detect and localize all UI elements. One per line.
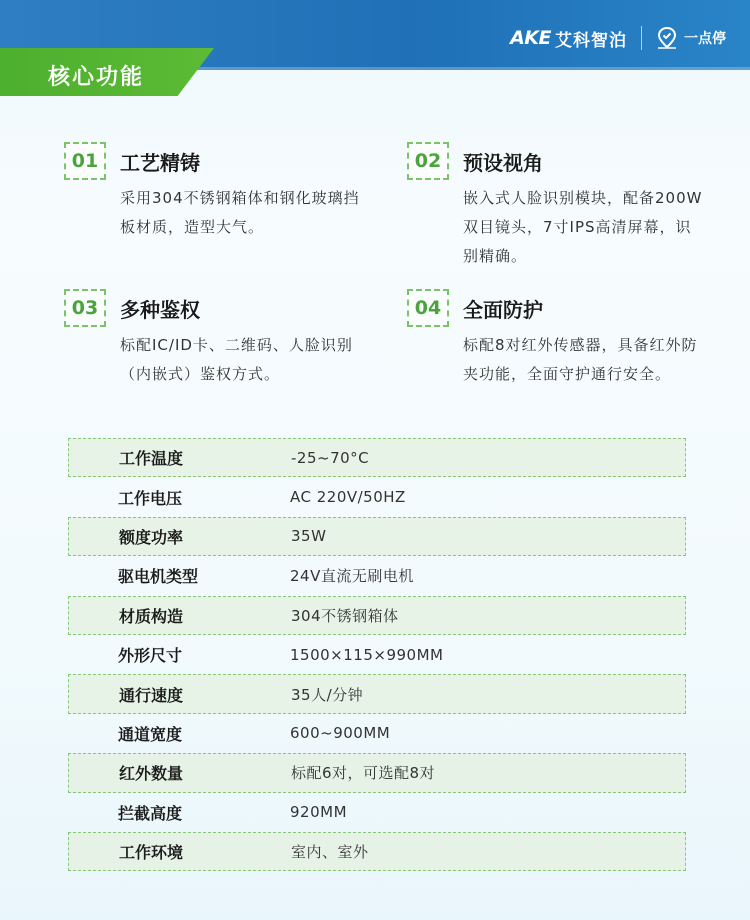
brand-mark: AKE xyxy=(510,27,551,49)
spec-row xyxy=(68,714,686,753)
spec-row xyxy=(68,674,686,713)
feature-number: 02 xyxy=(407,142,449,180)
spec-label: 拦截高度 xyxy=(118,803,183,823)
feature-title: 预设视角 xyxy=(463,151,543,175)
spec-label: 工作电压 xyxy=(118,488,183,508)
feature-description: 嵌入式人脸识别模块，配备200W双目镜头，7寸IPS高清屏幕，识别精确。 xyxy=(463,189,703,265)
feature-number: 01 xyxy=(64,142,106,180)
partner-name: 一点停 xyxy=(684,31,726,47)
brand-logo xyxy=(510,22,726,54)
spec-row xyxy=(68,438,686,477)
spec-label: 红外数量 xyxy=(119,764,184,784)
spec-row xyxy=(68,753,686,792)
spec-row xyxy=(68,556,686,595)
spec-label: 通道宽度 xyxy=(118,724,183,744)
spec-label: 材质构造 xyxy=(119,606,184,626)
location-pin-icon xyxy=(656,26,678,50)
feature-title: 工艺精铸 xyxy=(120,151,200,175)
feature-title: 多种鉴权 xyxy=(120,298,200,322)
spec-label: 工作环境 xyxy=(119,843,184,863)
spec-row xyxy=(68,477,686,516)
feature-number: 03 xyxy=(64,289,106,327)
spec-value: 304不锈钢箱体 xyxy=(291,606,399,625)
spec-value: -25~70°C xyxy=(291,448,370,467)
spec-label: 工作温度 xyxy=(119,449,184,469)
spec-label: 额度功率 xyxy=(119,527,184,547)
spec-row xyxy=(68,793,686,832)
feature-description: 标配IC/ID卡、二维码、人脸识别（内嵌式）鉴权方式。 xyxy=(120,336,353,383)
spec-row xyxy=(68,596,686,635)
spec-label: 外形尺寸 xyxy=(118,646,183,666)
feature-number: 04 xyxy=(407,289,449,327)
spec-label: 通行速度 xyxy=(119,685,184,705)
spec-label: 驱电机类型 xyxy=(118,567,199,587)
spec-value: 35人/分钟 xyxy=(291,685,364,704)
spec-row xyxy=(68,517,686,556)
spec-row xyxy=(68,635,686,674)
spec-value: 1500×115×990MM xyxy=(290,645,444,664)
spec-value: 室内、室外 xyxy=(291,843,369,862)
feature-description: 采用304不锈钢箱体和钢化玻璃挡板材质，造型大气。 xyxy=(120,189,360,236)
spec-value: 24V直流无刷电机 xyxy=(290,567,414,586)
spec-table xyxy=(68,438,686,871)
section-title: 核心功能 xyxy=(48,65,145,90)
feature-title: 全面防护 xyxy=(463,298,543,322)
brand-divider xyxy=(641,26,642,50)
spec-value: 600~900MM xyxy=(290,724,391,743)
spec-row xyxy=(68,832,686,871)
spec-value: 标配6对，可选配8对 xyxy=(291,764,436,783)
spec-value: 35W xyxy=(291,527,327,546)
brand-name: 艾科智泊 xyxy=(555,30,627,51)
spec-value: AC 220V/50HZ xyxy=(290,488,406,507)
spec-value: 920MM xyxy=(290,803,348,822)
feature-description: 标配8对红外传感器，具备红外防夹功能，全面守护通行安全。 xyxy=(463,336,698,383)
